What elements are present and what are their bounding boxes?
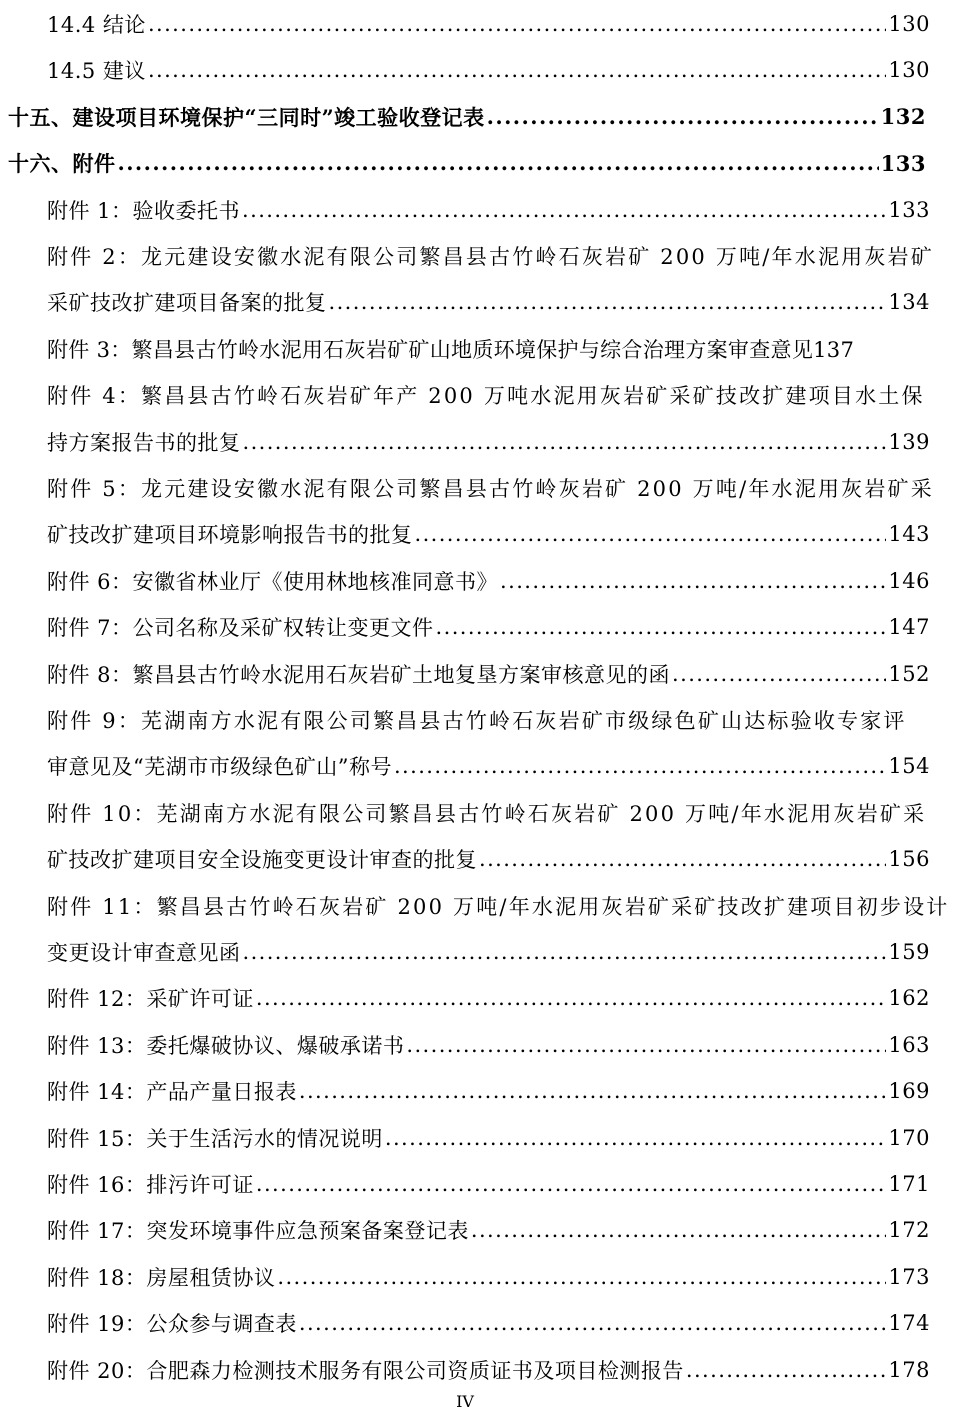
dot-leader [118, 151, 879, 175]
dot-leader [436, 615, 887, 639]
toc-entry-title: 审意见及“芜湖市市级绿色矿山”称号 [47, 755, 392, 780]
dot-leader [243, 940, 887, 964]
toc-entry-title: 附件 3：繁昌县古竹岭水泥用石灰岩矿矿山地质环境保护与综合治理方案审查意见137 [47, 337, 855, 362]
toc-entry[interactable] [47, 743, 930, 789]
dot-leader [471, 1218, 887, 1242]
page-number: IV [456, 1392, 474, 1411]
toc-entry[interactable] [47, 836, 930, 882]
toc-entry[interactable] [47, 465, 934, 511]
toc-entry-page: 147 [888, 615, 930, 640]
toc-entry-page: 133 [888, 197, 930, 222]
toc-entry-title: 附件 17：突发环境事件应急预案备案登记表 [47, 1219, 469, 1244]
toc-entry[interactable] [8, 140, 926, 186]
toc-entry-page: 143 [888, 522, 930, 547]
toc-entry[interactable] [47, 279, 930, 325]
toc-entry-title: 附件 4：繁昌县古竹岭石灰岩矿年产 200 万吨水泥用灰岩矿采矿技改扩建项目水土保 [47, 384, 925, 409]
toc-entry-title: 变更设计审查意见函 [47, 941, 241, 965]
toc-entry-title: 附件 6：安徽省林业厅《使用林地核准同意书》 [47, 569, 499, 594]
toc-entry-page: 171 [888, 1172, 930, 1196]
toc-entry-title: 十六、附件 [8, 151, 116, 177]
dot-leader [243, 430, 887, 454]
dot-leader [385, 1126, 887, 1150]
toc-entry-page: 134 [888, 290, 930, 315]
toc-entry-page: 170 [888, 1125, 930, 1150]
toc-entry[interactable] [47, 604, 930, 650]
toc-entry-page: 154 [888, 754, 930, 779]
toc-entry-title: 附件 18：房屋租赁协议 [47, 1265, 276, 1290]
toc-entry[interactable] [47, 1300, 930, 1346]
toc-entry-title: 附件 7：公司名称及采矿权转让变更文件 [47, 616, 434, 641]
toc-entry-page: 146 [888, 568, 930, 593]
toc-entry-page: 178 [888, 1357, 930, 1382]
toc-entry[interactable] [47, 1022, 930, 1068]
toc-entry[interactable] [47, 929, 930, 975]
toc-entry[interactable] [47, 651, 930, 697]
dot-leader [329, 290, 887, 314]
toc-entry-title: 矿技改扩建项目环境影响报告书的批复 [47, 523, 413, 548]
toc-entry-page: 133 [880, 150, 926, 176]
toc-entry[interactable] [47, 558, 930, 604]
toc-entry-title: 采矿技改扩建项目备案的批复 [47, 291, 327, 316]
toc-entry[interactable] [47, 419, 930, 465]
toc-entry-title: 附件 9：芜湖南方水泥有限公司繁昌县古竹岭石灰岩矿市级绿色矿山达标验收专家评 [47, 709, 907, 733]
toc-entry-page: 163 [888, 1032, 930, 1057]
toc-entry[interactable] [47, 47, 930, 93]
toc-entry-page: 162 [888, 986, 930, 1011]
toc-entry[interactable] [47, 1, 930, 47]
toc-entry-title: 附件 12：采矿许可证 [47, 987, 254, 1012]
toc-entry-page: 132 [880, 104, 926, 130]
toc-entry-title: 附件 16：排污许可证 [47, 1173, 254, 1197]
toc-entry[interactable] [47, 1207, 930, 1253]
dot-leader [148, 12, 886, 36]
toc-entry-title: 附件 19：公众参与调查表 [47, 1312, 297, 1337]
toc-entry-title: 附件 2：龙元建设安徽水泥有限公司繁昌县古竹岭石灰岩矿 200 万吨/年水泥用灰岩矿 [47, 245, 934, 269]
toc-entry-title: 14.5 建议 [47, 59, 146, 84]
toc-entry-title: 附件 1：验收委托书 [47, 198, 241, 223]
dot-leader [479, 847, 886, 871]
toc-entry-title: 矿技改扩建项目安全设施变更设计审查的批复 [47, 848, 477, 873]
dot-leader [406, 1033, 886, 1057]
toc-entry[interactable] [47, 1161, 930, 1207]
toc-entry[interactable] [47, 1347, 930, 1393]
dot-leader [277, 1265, 886, 1289]
toc-entry-page: 130 [888, 58, 930, 83]
dot-leader [487, 105, 879, 129]
dot-leader [672, 662, 886, 686]
toc-entry[interactable] [47, 1068, 930, 1114]
toc-entry-title: 附件 20：合肥森力检测技术服务有限公司资质证书及项目检测报告 [47, 1358, 684, 1383]
toc-entry-page: 130 [888, 12, 930, 36]
toc-entry[interactable] [47, 790, 930, 836]
toc-entry-page: 173 [888, 1264, 930, 1289]
dot-leader [299, 1311, 887, 1335]
dot-leader [415, 522, 887, 546]
toc-entry-page: 169 [888, 1079, 930, 1104]
toc-entry-title: 持方案报告书的批复 [47, 430, 241, 455]
toc-entry-title: 14.4 结论 [47, 13, 146, 37]
toc-entry[interactable] [47, 975, 930, 1021]
toc-entry-title: 附件 5：龙元建设安徽水泥有限公司繁昌县古竹岭灰岩矿 200 万吨/年水泥用灰岩矿采 [47, 477, 934, 501]
toc-entry-title: 附件 11：繁昌县古竹岭石灰岩矿 200 万吨/年水泥用灰岩矿采矿技改扩建项目初步设计 [47, 894, 950, 919]
toc-entry-page: 152 [888, 661, 930, 686]
dot-leader [299, 1079, 887, 1103]
toc-entry[interactable] [47, 697, 930, 743]
dot-leader [256, 1172, 887, 1196]
toc-entry[interactable] [47, 326, 930, 372]
toc-entry[interactable] [8, 94, 926, 140]
toc-entry[interactable] [47, 511, 930, 557]
dot-leader [242, 198, 886, 222]
toc-entry-title: 附件 15：关于生活污水的情况说明 [47, 1126, 383, 1151]
toc-entry-title: 十五、建设项目环境保护“三同时”竣工验收登记表 [8, 104, 485, 130]
toc-entry-page: 159 [888, 940, 930, 964]
toc-entry-title: 附件 13：委托爆破协议、爆破承诺书 [47, 1033, 405, 1058]
toc-entry-title: 附件 8：繁昌县古竹岭水泥用石灰岩矿土地复垦方案审核意见的函 [47, 662, 671, 687]
toc-entry[interactable] [47, 372, 930, 418]
toc-entry[interactable] [47, 187, 930, 233]
toc-entry[interactable] [47, 233, 934, 279]
toc-entry-title: 附件 10：芜湖南方水泥有限公司繁昌县古竹岭石灰岩矿 200 万吨/年水泥用灰岩矿采 [47, 801, 927, 826]
dot-leader [256, 986, 887, 1010]
toc-entry[interactable] [47, 1254, 930, 1300]
dot-leader [500, 569, 886, 593]
toc-entry-title: 附件 14：产品产量日报表 [47, 1080, 297, 1105]
toc-entry-page: 139 [888, 429, 930, 454]
toc-entry-page: 156 [888, 847, 930, 872]
toc-entry-page: 172 [888, 1218, 930, 1243]
dot-leader [394, 754, 886, 778]
dot-leader [686, 1358, 887, 1382]
dot-leader [148, 58, 886, 82]
toc-entry-page: 174 [888, 1311, 930, 1336]
toc-entry[interactable] [47, 883, 950, 929]
toc-entry[interactable] [47, 1115, 930, 1161]
